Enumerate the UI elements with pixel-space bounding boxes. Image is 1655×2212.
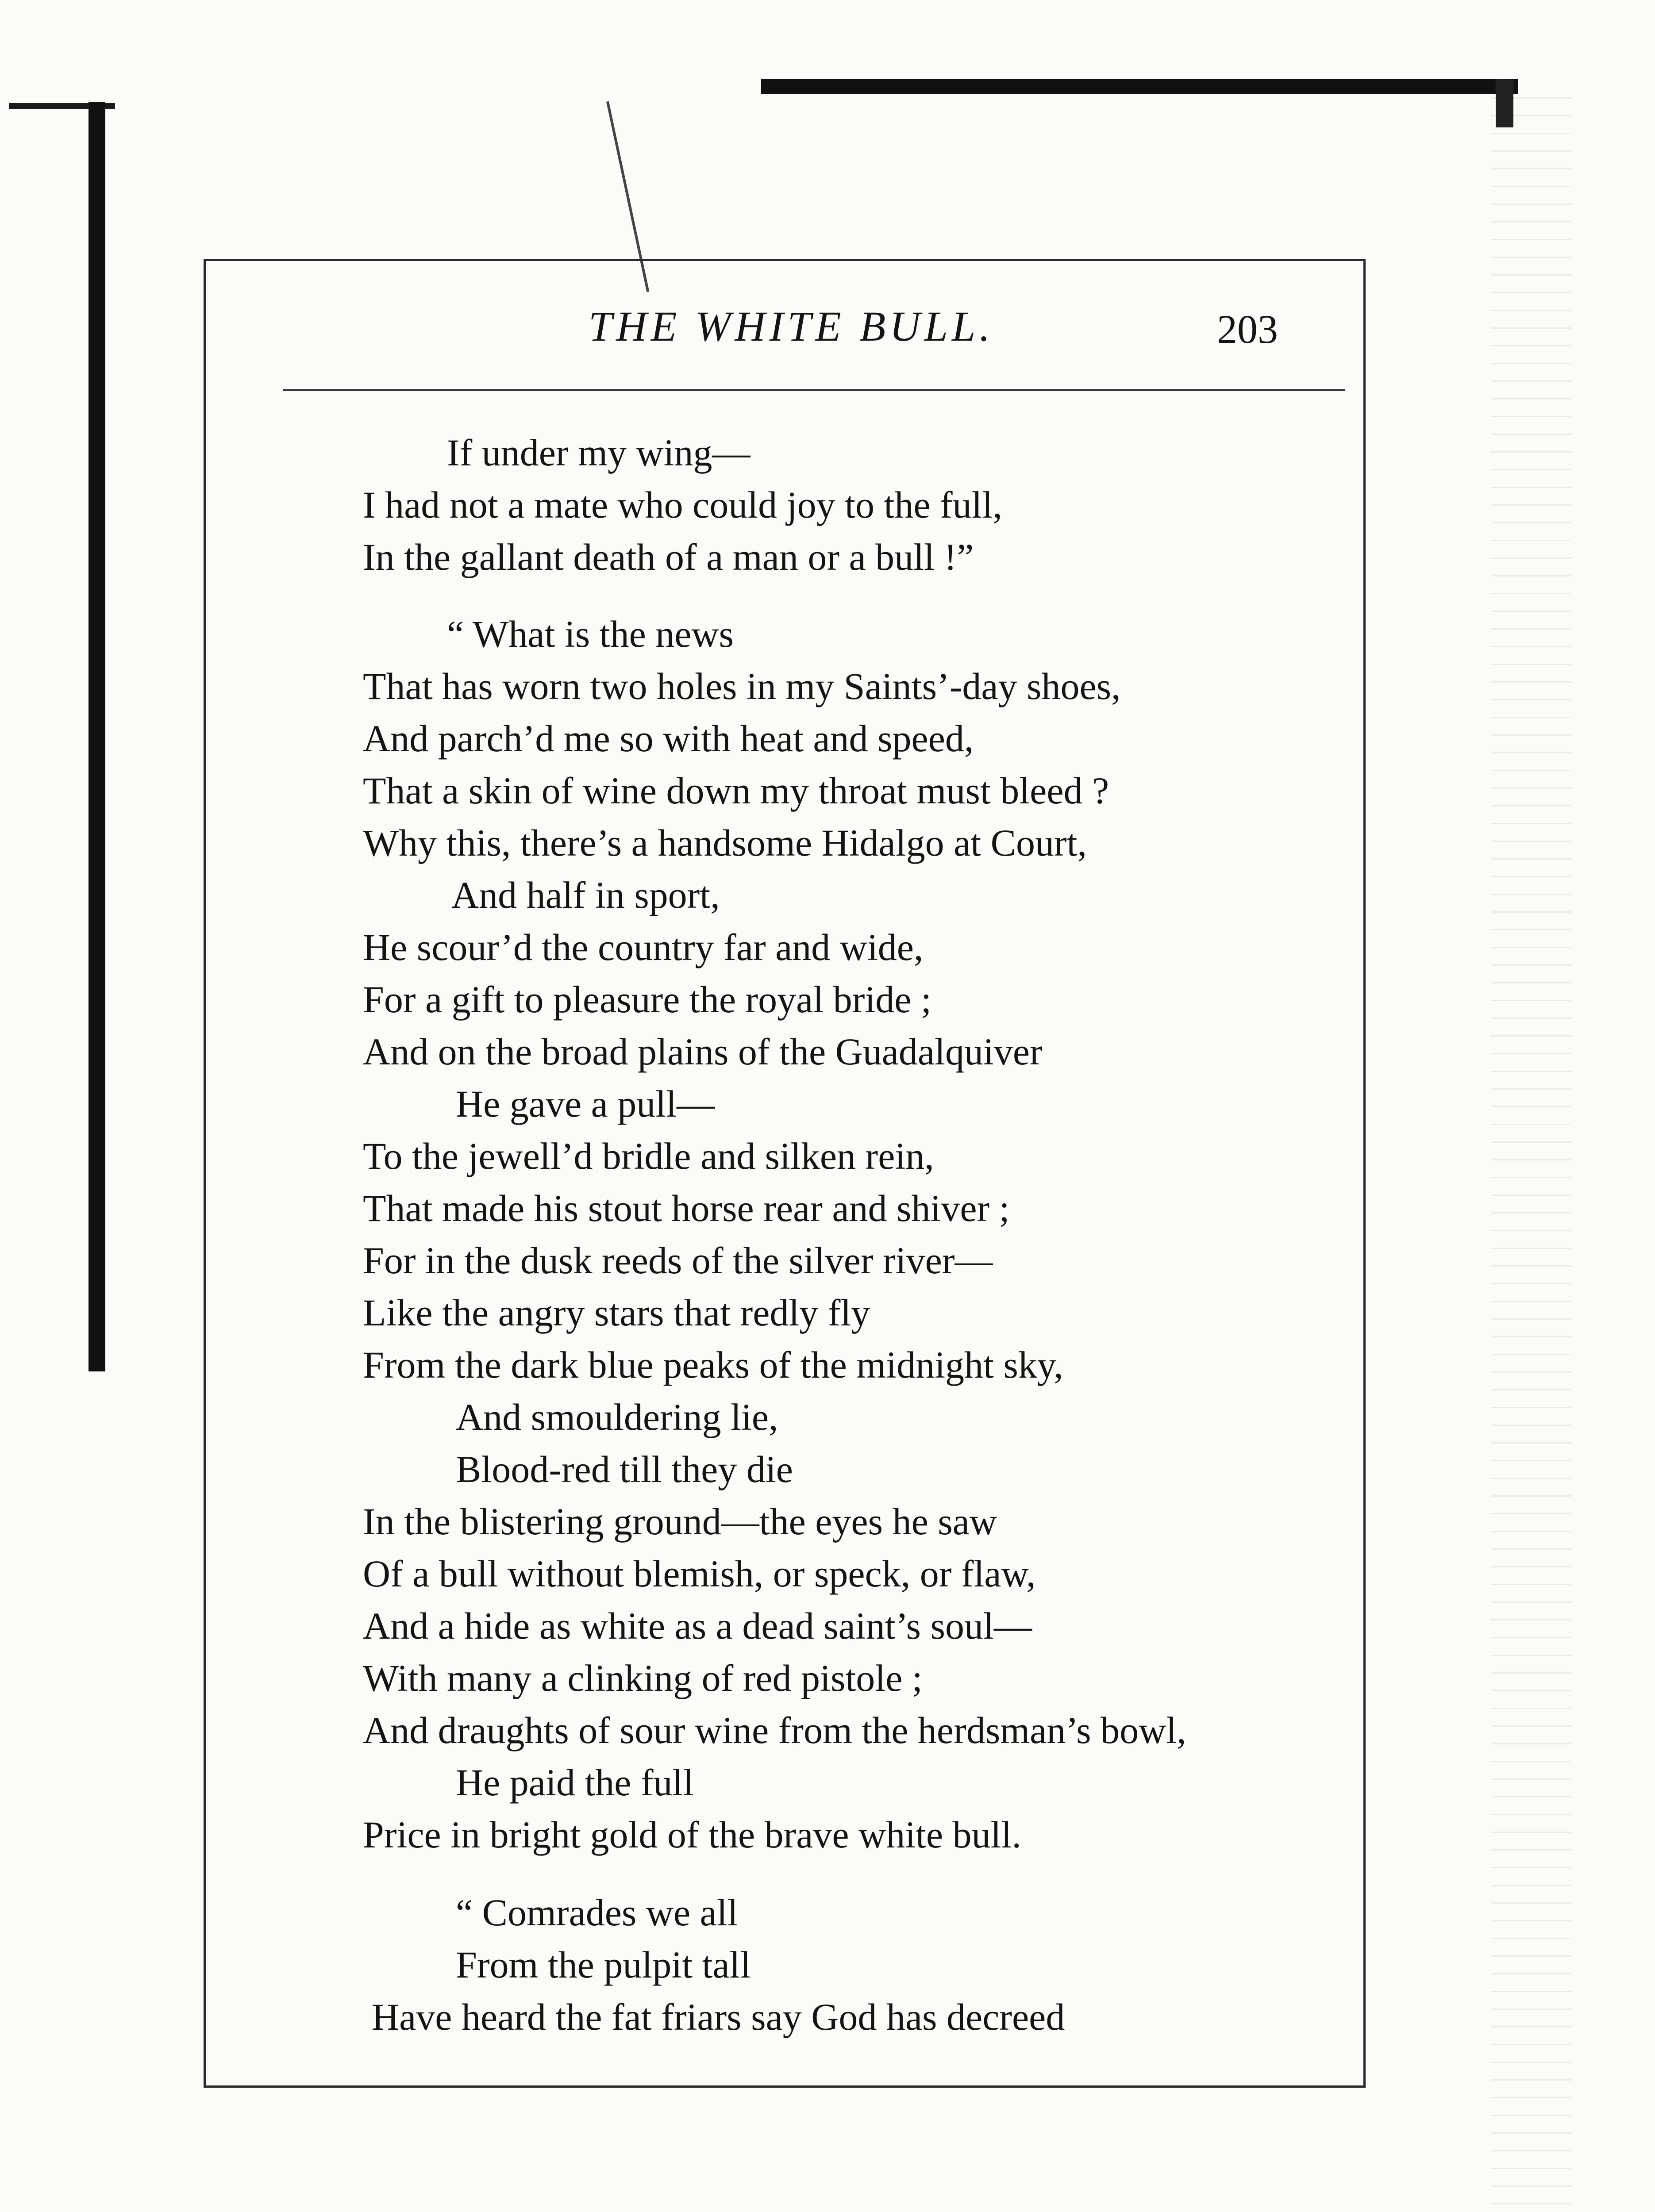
poem-line: I had not a mate who could joy to the full,: [363, 484, 1002, 526]
poem-line: And draughts of sour wine from the herdsman’s bowl,: [363, 1709, 1186, 1751]
poem-line: And a hide as white as a dead saint’s soul—: [363, 1605, 1032, 1647]
poem-line: Like the angry stars that redly fly: [363, 1291, 870, 1334]
poem-line: With many a clinking of red pistole ;: [363, 1657, 923, 1699]
poem-line: And on the broad plains of the Guadalquiver: [363, 1030, 1043, 1073]
poem-line: That a skin of wine down my throat must bleed ?: [363, 769, 1109, 812]
poem-line: For a gift to pleasure the royal bride ;: [363, 978, 931, 1021]
poem-line: Blood-red till they die: [456, 1448, 793, 1490]
poem-line: In the blistering ground—the eyes he saw: [363, 1500, 997, 1543]
poem-line: He gave a pull—: [456, 1083, 715, 1125]
poem-line: And parch’d me so with heat and speed,: [363, 717, 974, 760]
poem-line: That has worn two holes in my Saints’-day shoes,: [363, 665, 1121, 707]
poem-line: Have heard the fat friars say God has decreed: [372, 1996, 1065, 2038]
poem-line: “ Comrades we all: [456, 1891, 738, 1934]
poem-line: From the pulpit tall: [456, 1943, 751, 1986]
poem-line: To the jewell’d bridle and silken rein,: [363, 1135, 934, 1177]
poem-line: From the dark blue peaks of the midnight sky,: [363, 1344, 1063, 1386]
poem-line: “ What is the news: [447, 613, 734, 655]
poem-line: And half in sport,: [451, 874, 720, 916]
poem-line: In the gallant death of a man or a bull !”: [363, 536, 974, 578]
page-number: 203: [1217, 307, 1278, 352]
running-title: THE WHITE BULL.: [589, 303, 994, 350]
poem-line: He scour’d the country far and wide,: [363, 926, 924, 968]
poem-line: Price in bright gold of the brave white bull.: [363, 1813, 1021, 1856]
poem-line: For in the dusk reeds of the silver river—: [363, 1239, 993, 1282]
poem-line: If under my wing—: [447, 431, 751, 474]
poem-line: That made his stout horse rear and shiver ;: [363, 1187, 1010, 1229]
poem-line: Why this, there’s a handsome Hidalgo at Court,: [363, 822, 1087, 864]
poem-line: He paid the full: [456, 1761, 694, 1804]
poem-line: And smouldering lie,: [456, 1396, 778, 1438]
poem-line: Of a bull without blemish, or speck, or flaw,: [363, 1552, 1036, 1595]
